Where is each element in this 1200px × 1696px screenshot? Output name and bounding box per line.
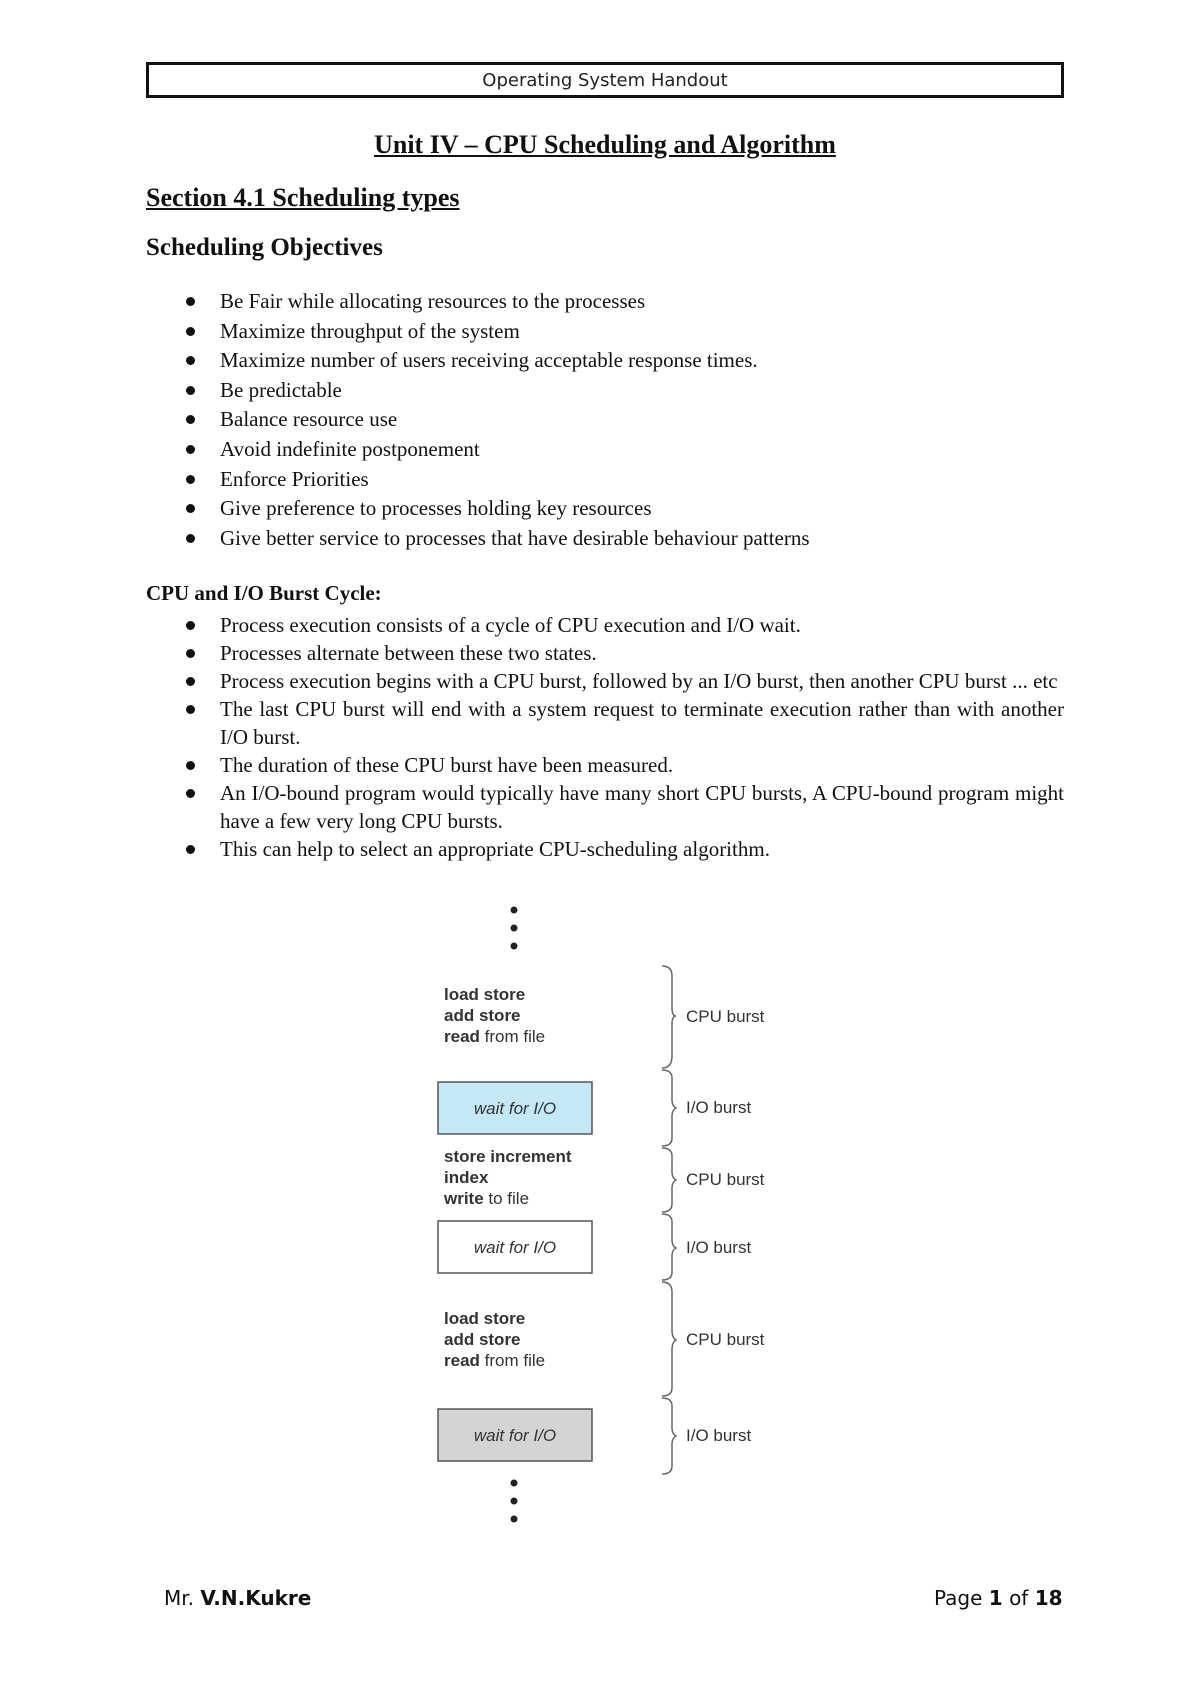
brace-cpu-2 <box>662 1148 676 1212</box>
list-item: This can help to select an appropriate CPU-scheduling algorithm. <box>146 835 1064 863</box>
ellipsis-dot <box>511 1480 518 1487</box>
cpu-instructions-2 <box>443 1147 572 1208</box>
ellipsis-dot <box>511 907 518 914</box>
brace-io-3 <box>662 1398 676 1474</box>
list-item: Process execution consists of a cycle of CPU execution and I/O wait. <box>146 611 1064 639</box>
brace-cpu-1 <box>662 966 676 1068</box>
page-total: 18 <box>1034 1586 1063 1610</box>
cpu-burst-label-1: CPU burst <box>686 1007 765 1026</box>
io-wait-label-1: wait for I/O <box>473 1099 557 1118</box>
list-item: Give better service to processes that have desirable behaviour patterns <box>146 524 1064 554</box>
list-item: Enforce Priorities <box>146 465 1064 495</box>
list-item: The last CPU burst will end with a system request to terminate execution rather than with another I/O burst. <box>146 695 1064 751</box>
list-item: Maximize throughput of the system <box>146 317 1064 347</box>
io-burst-label-2: I/O burst <box>686 1238 752 1257</box>
list-item: Process execution begins with a CPU burst, followed by an I/O burst, then another CPU burst ... etc <box>146 667 1064 695</box>
list-item: Give preference to processes holding key resources <box>146 494 1064 524</box>
ellipsis-dot <box>511 943 518 950</box>
footer-page-number <box>934 1586 1063 1610</box>
footer-author <box>164 1586 311 1610</box>
instruction-line: write to file <box>444 1189 530 1208</box>
instruction-line: load store <box>444 985 526 1004</box>
instruction-line: load store <box>444 1309 526 1328</box>
ellipsis-dot <box>511 1516 518 1523</box>
author-prefix: Mr. <box>164 1586 194 1610</box>
brace-io-2 <box>662 1214 676 1280</box>
list-item: Avoid indefinite postponement <box>146 435 1064 465</box>
io-burst-label-1: I/O burst <box>686 1098 752 1117</box>
section-title: Section 4.1 Scheduling types <box>146 183 460 212</box>
brace-io-1 <box>662 1070 676 1146</box>
cpu-instructions-3 <box>444 1309 545 1370</box>
page-num: 1 <box>988 1586 1003 1610</box>
cpu-burst-label-2: CPU burst <box>686 1170 765 1189</box>
ellipsis-dot <box>511 1498 518 1505</box>
io-wait-label-2: wait for I/O <box>473 1238 557 1257</box>
header-title: Operating System Handout <box>482 69 728 91</box>
list-item: Balance resource use <box>146 405 1064 435</box>
list-item: An I/O-bound program would typically have many short CPU bursts, A CPU-bound program might have a few very long CPU bursts. <box>146 779 1064 835</box>
list-item: Processes alternate between these two states. <box>146 639 1064 667</box>
ellipsis-dot <box>511 925 518 932</box>
instruction-line: read from file <box>444 1027 546 1046</box>
burst-cycle-heading: CPU and I/O Burst Cycle: <box>146 581 382 605</box>
instruction-line: read from file <box>444 1351 546 1370</box>
cpu-burst-label-3: CPU burst <box>686 1330 765 1349</box>
instruction-line: index <box>444 1168 489 1187</box>
objectives-heading: Scheduling Objectives <box>146 234 383 261</box>
io-burst-label-3: I/O burst <box>686 1426 752 1445</box>
unit-title: Unit IV – CPU Scheduling and Algorithm <box>374 130 836 159</box>
instruction-line: add store <box>444 1330 521 1349</box>
instruction-line: store increment <box>444 1147 572 1166</box>
io-wait-label-3: wait for I/O <box>473 1426 557 1445</box>
page-of: of <box>1009 1586 1029 1610</box>
cpu-instructions-1 <box>444 985 545 1046</box>
author-name: V.N.Kukre <box>200 1586 312 1610</box>
list-item: The duration of these CPU burst have been measured. <box>146 751 1064 779</box>
instruction-line: add store <box>444 1006 521 1025</box>
list-item: Be Fair while allocating resources to the processes <box>146 287 1064 317</box>
list-item: Maximize number of users receiving acceptable response times. <box>146 346 1064 376</box>
brace-cpu-3 <box>662 1282 676 1396</box>
page-prefix: Page <box>934 1586 983 1610</box>
list-item: Be predictable <box>146 376 1064 406</box>
